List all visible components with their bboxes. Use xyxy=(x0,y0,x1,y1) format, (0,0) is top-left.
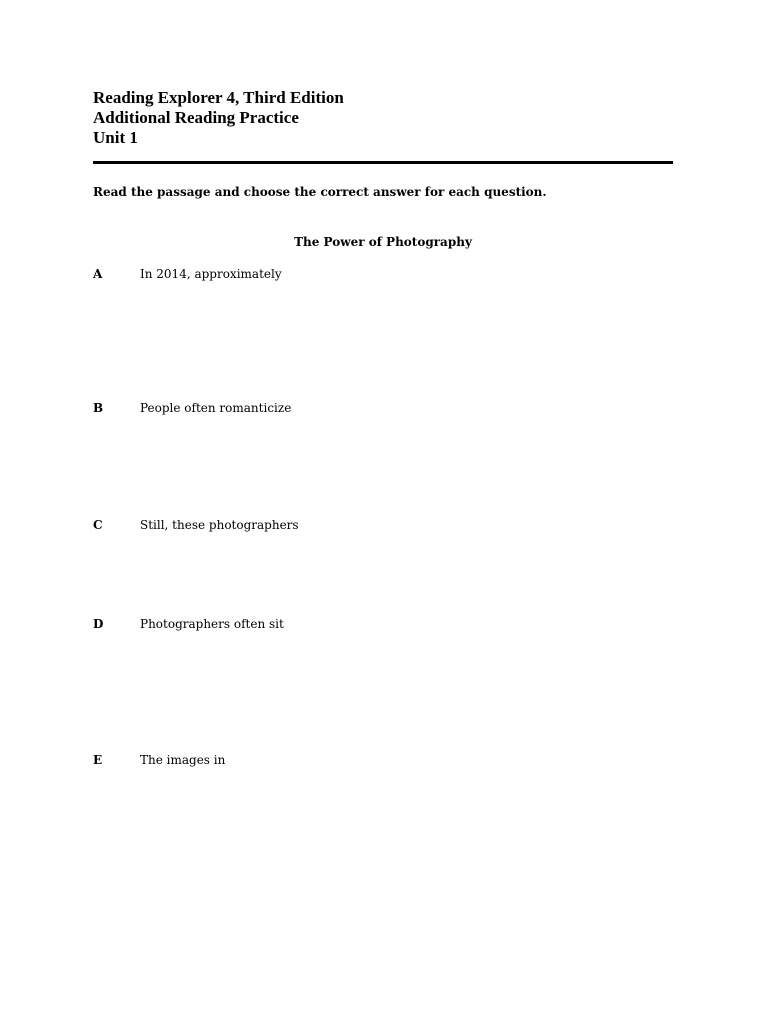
paragraph-letter: D xyxy=(93,617,104,631)
paragraph-text: The images in xyxy=(140,753,226,767)
section-title: Additional Reading Practice xyxy=(93,108,299,127)
paragraph-letter: B xyxy=(93,401,104,415)
paragraph-e xyxy=(93,752,673,769)
paragraph-text: Photographers often sit xyxy=(140,617,284,631)
book-title: Reading Explorer 4, Third Edition xyxy=(93,88,344,107)
paragraph-text: In 2014, approximately xyxy=(140,267,282,281)
paragraph-letter: A xyxy=(93,267,103,281)
passage-title: The Power of Photography xyxy=(294,235,472,249)
paragraph-c xyxy=(93,517,673,534)
paragraph-letter: E xyxy=(93,753,103,767)
paragraph-text: People often romanticize xyxy=(140,401,292,415)
unit-label: Unit 1 xyxy=(93,128,138,147)
horizontal-rule xyxy=(93,161,673,164)
document-header xyxy=(93,88,344,148)
paragraph-b xyxy=(93,400,673,417)
instruction-text: Read the passage and choose the correct answer for each question. xyxy=(93,185,547,199)
paragraph-text: Still, these photographers xyxy=(140,518,299,532)
paragraph-letter: C xyxy=(93,518,103,532)
paragraph-d xyxy=(93,616,673,633)
paragraph-a xyxy=(93,266,673,283)
